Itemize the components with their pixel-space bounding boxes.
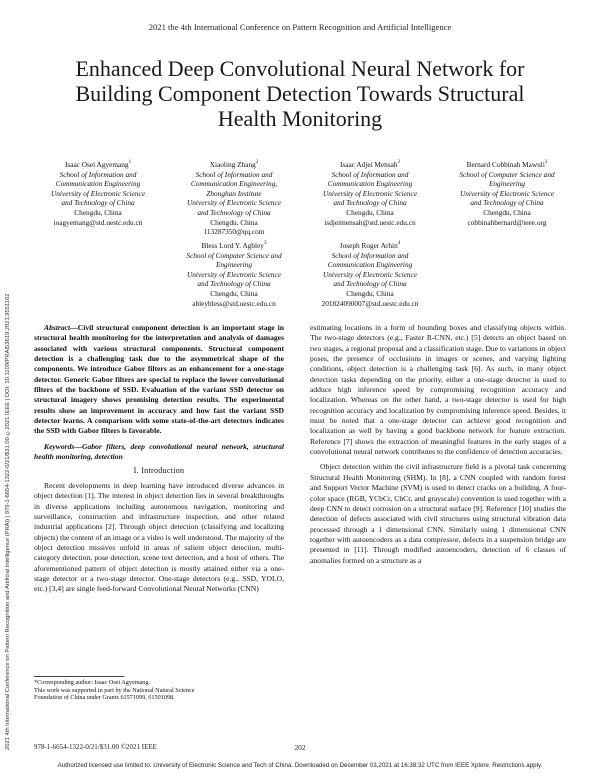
isbn-line: 978-1-6654-1322-0/21/$31.00 ©2021 IEEE (34, 743, 157, 751)
side-identifier (3, 160, 13, 750)
author-email: cobbinahbernard@ieee.org (467, 217, 547, 227)
abstract-label: Abstract— (44, 323, 78, 332)
author-block (440, 160, 574, 227)
right-column (310, 323, 566, 566)
author-city: Chengdu, China (210, 288, 258, 298)
keywords-text: Gabor filters, deep convolutional neural network, structural health monitoring, detection (34, 441, 284, 462)
footnote-line: Foundation of China under Grants 61571099, 61501098. (34, 694, 175, 702)
author-affiliation: Communication Engineering, (190, 179, 278, 189)
author-affiliation: Engineering (488, 179, 526, 189)
author-affiliation: University of Electronic Science (187, 269, 281, 279)
author-affiliation: School of Information and (59, 169, 137, 179)
author-affiliation: and Technology of China (61, 198, 135, 208)
author-email: 113287350@qq.com (203, 227, 265, 237)
author-name: Bernard Cobbinah Mawuli$^3$ (466, 160, 548, 169)
author-city: Chengdu, China (74, 207, 122, 217)
author-block (170, 160, 298, 237)
author-city: Chengdu, China (346, 207, 394, 217)
author-block (34, 160, 162, 227)
author-affiliation: Engineering (215, 260, 253, 270)
footnote-block (34, 674, 284, 702)
author-name: Isaac Osei Agyemang$^1$ (64, 160, 132, 169)
intro-paragraph: Recent developments in deep learning have introduced diverse advances in object detection [1]. The interest in object detection lies in several breakthroughs in diverse applications including autonomous navigation, monitoring and surveillance, construction and infrastructure inspection, and other related industrial applications [2]. Through object detection (classifying and localizing objects) the content of an image or a video is well understood. The majority of the object detection missives unfold in areas of salient object detection, multi-category detection, pose detection, scene text detection, and a host of others. The aforementioned pattern of object detection is mostly attained either via a one-stage detector or a two-stage detector. One-stage detectors (e.g., SSD, YOLO, etc.) [3,4] are single feed-forward Convolutional Neural Networks (CNN) (34, 480, 284, 594)
author-affiliation: University of Electronic Science (323, 269, 417, 279)
author-affiliation: School of Computer Science and (186, 250, 282, 260)
author-affiliation: and Technology of China (333, 198, 407, 208)
page-number: 202 (294, 743, 306, 752)
body-paragraph: Object detection within the civil infrastructure field is a pivotal task concerning Structural Health Monitoring (SHM). In [8], a CNN coupled with random forest and Support Vector Machine (SVM) is used to detect cracks on a building. A four-color space (RGB, YCbCr, CbCr, and grayscale) convention is used together with a deep CNN to detect corrosion on a structural surface [9]. Reference [10] studies the detection of defects associated with civil structures using structural vibration data processed through a 1 dimensional CNN. Similarly using 1 dimensional CNN together with autoencoders as a data compressor, defects in a suspension bridge are presented in [11]. Through modified autoencoders, detection of 6 classes of anomalies formed on a structure as a (310, 462, 566, 565)
author-email: ioagyemang@std.uestc.edu.cn (53, 217, 143, 227)
side-identifier-text: 2021 4th International Conference on Pattern Recognition and Artificial Intelligence (PRAI) | 978-1-6654-1322-0/21/$31.00 ©2021 IEEE | DOI: 10.1109/PRAI53619.2021.9551102 (5, 293, 11, 750)
author-city: Chengdu, China (346, 288, 394, 298)
author-name: Bless Lord Y. Agbley$^3$ (201, 241, 267, 250)
abstract-text: Civil structural component detection is an important stage in structural health monitoring for the interpretation and analysis of damages associated with various structural components. Structural component detection is a challenging task due to the asymmetrical shape of the components. We introduce Gabor filters as an enhancement for a one-stage detector. Generic Gabor filters are special to replace the lower convolutional filters of the backbone of SSD. Evaluation of the variant SSD detector on structural imagery shows promising detection results. The experimental results show an improvement in accuracy and how fast the variant SSD detector learns. A comparison with some state-of-the-art detectors indicates the SSD with Gabor filters is favorable. (34, 323, 284, 436)
title-line: Building Component Detection Towards Structural (75, 81, 525, 106)
section-heading: I. Introduction (133, 466, 185, 476)
footnote-line: *Corresponding author: Isaac Osei Agyemang. (34, 679, 150, 686)
author-affiliation: University of Electronic Science (460, 188, 554, 198)
abstract (34, 323, 284, 437)
author-affiliation: School of Information and (331, 169, 409, 179)
keywords-label: Keywords— (44, 441, 82, 451)
title-line: Health Monitoring (217, 106, 383, 131)
author-affiliation: and Technology of China (333, 279, 407, 289)
author-email: isdjeimensah@std.uestc.edu.cn (324, 217, 416, 227)
author-block (306, 160, 434, 227)
footnote-line: This work was supported in part by the National Natural Science (34, 686, 195, 694)
author-affiliation: and Technology of China (197, 279, 271, 289)
body-paragraph: estimating locations in a form of bounding boxes and classifying objects within. The two-stage detectors (e.g., Faster R-CNN, etc.) [5] detects an object based on two stages, a regional proposal and a classification stage. Due to variations in object poses, the presence of occlusions in images or scenes, and varying lighting conditions, object detection is a challenging task [6]. As such, in many object detection tasks depending on the priority, either a one-stage detector is used to adduce high inference speed by compromising recognition accuracy and localization. Whereas on the other hand, a two-stage detector is used for high recognition accuracy and localization by compromising inference speed. Besides, it must be noted that a one-stage detector can achieve good recognition and localization as well by having a good backbone network for feature extraction. Reference [7] shows the extraction of meaningful features in the early stages of a convolutional neural network contributes to the confidence of detection accuracies. (310, 323, 566, 457)
author-name: Isaac Adjei Mensah$^3$ (339, 160, 401, 169)
author-affiliation: Zhonghan Institute (206, 188, 262, 198)
author-block (306, 241, 434, 308)
paper-title (30, 56, 570, 131)
author-affiliation: Communication Engineering (327, 179, 413, 189)
footnote-rule (34, 676, 124, 677)
author-name: Xiaoling Zhang$^2$ (209, 160, 259, 169)
author-affiliation: Communication Engineering (55, 179, 141, 189)
keywords (34, 442, 284, 463)
author-affiliation: School of Information and (195, 169, 273, 179)
left-column (34, 323, 284, 595)
author-affiliation: School of Information and (331, 250, 409, 260)
author-city: Chengdu, China (483, 207, 531, 217)
author-email: 201824090007@std.uestc.edu.cn (321, 298, 419, 308)
author-affiliation: Communication Engineering (327, 260, 413, 270)
author-affiliation: and Technology of China (470, 198, 544, 208)
author-affiliation: University of Electronic Science (51, 188, 145, 198)
author-affiliation: University of Electronic Science (187, 198, 281, 208)
author-email: ableybless@std.uestc.edu.cn (192, 298, 276, 308)
author-affiliation: School of Computer Science and (459, 169, 555, 179)
author-block (170, 241, 298, 308)
conference-header: 2021 the 4th International Conference on Pattern Recognition and Artificial Intelligence (148, 22, 452, 32)
license-notice: Authorized licensed use limited to: University of Electronic Science and Tech of China. Downloaded on December 03,2021 at 16:38:32 UTC from IEEE Xplore. Restrictions apply. (57, 762, 543, 769)
author-name: Joseph Roger Arhin$^4$ (339, 241, 401, 250)
author-affiliation: and Technology of China (197, 207, 271, 217)
title-line: Enhanced Deep Convolutional Neural Network for (75, 56, 525, 81)
author-affiliation: University of Electronic Science (323, 188, 417, 198)
author-city: Chengdu, China (210, 217, 258, 227)
